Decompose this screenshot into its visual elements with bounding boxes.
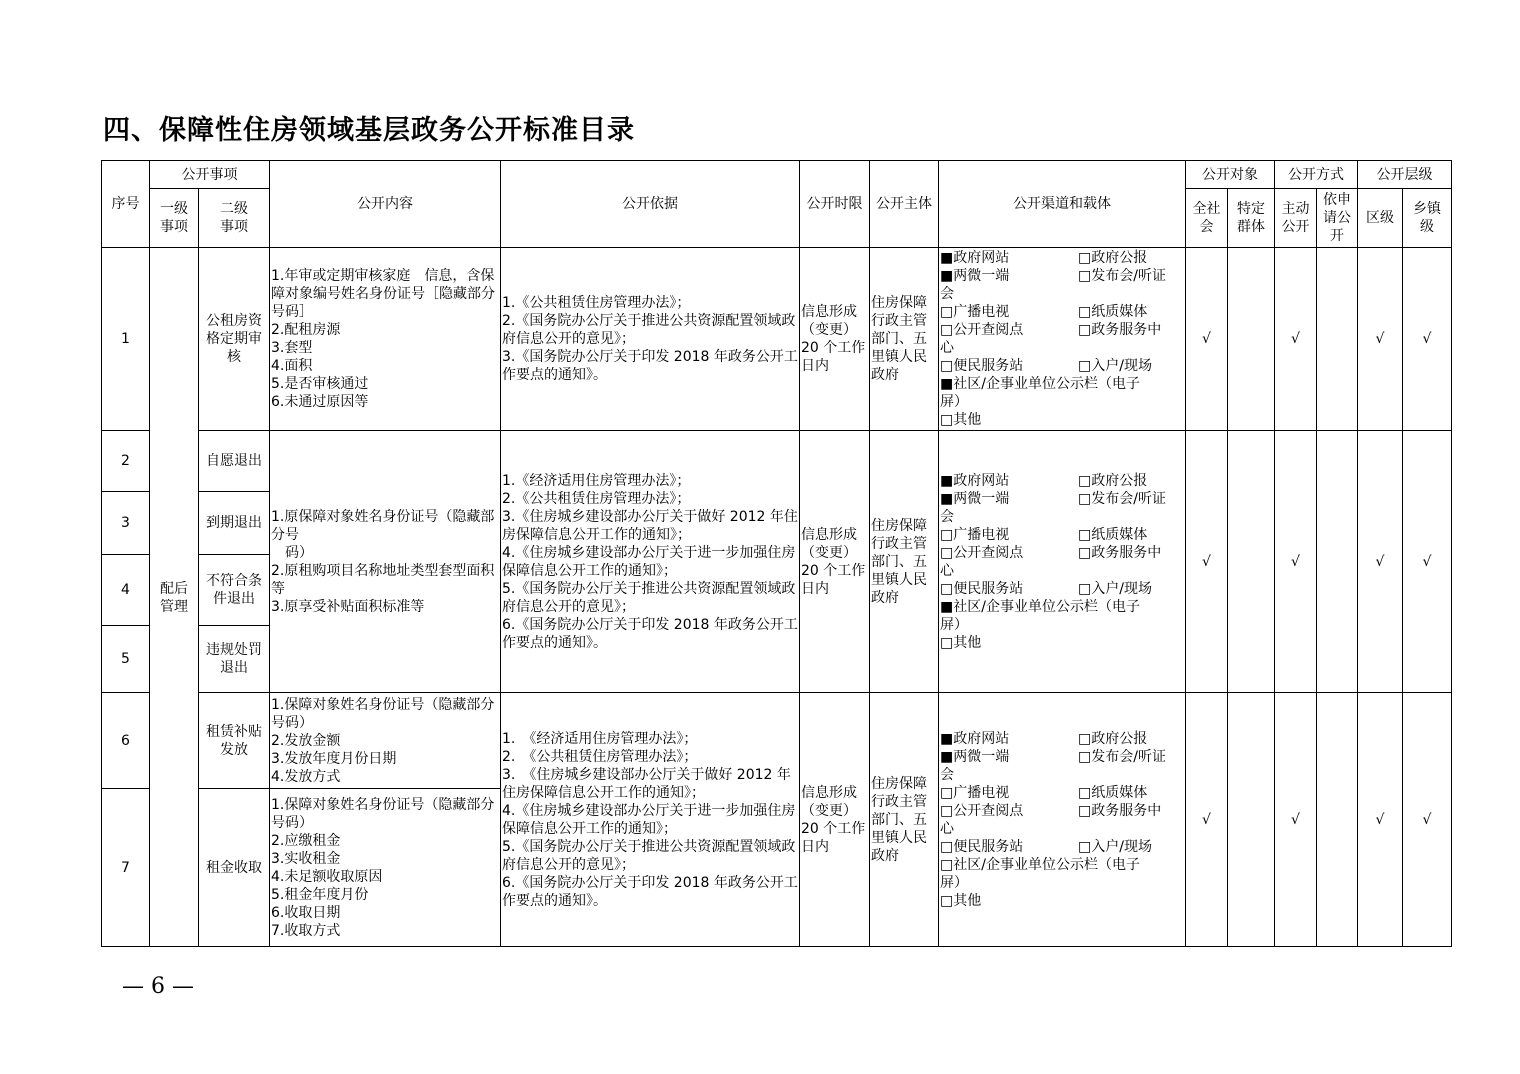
channel-option: □其他 [940,634,982,651]
header-time: 公开时限 [800,161,870,248]
header-basis: 公开依据 [501,161,800,248]
content-line: 4.面积 [271,358,313,374]
channel-option: □其他 [940,412,982,428]
header-content: 公开内容 [270,161,501,248]
header-items: 公开事项 [150,161,270,189]
level2-item: 租金收取 [199,789,270,947]
channel-cell [939,248,1186,431]
channel-option: □其他 [940,892,982,909]
channel-option: 屏） [940,874,968,891]
check-mark: √ [1403,693,1452,947]
channel-option: ■政府网站 [940,250,1010,266]
content-line: 2.配租房源 [271,322,341,338]
channel-option: □广播电视 [940,304,1010,320]
basis-line: 3.《国务院办公厅关于印发 2018 年政务公开工作要点的通知》。 [502,349,798,383]
header-level1: 一级 事项 [150,189,199,248]
row-seq: 3 [102,492,150,555]
channel-option: □政务服务中 [1078,544,1162,561]
channel-option: □政务服务中 [1078,322,1162,338]
empty-cell [1317,248,1358,431]
row-seq: 6 [102,693,150,789]
channel-option: □纸质媒体 [1078,304,1148,320]
basis-line: 1.《经济适用住房管理办法》； [502,472,691,489]
content-line: 6.未通过原因等 [271,394,369,410]
basis-cell [501,693,800,947]
channel-option: □入户/现场 [1078,358,1152,374]
channel-option: 心 [940,562,954,579]
basis-line: 5.《国务院办公厅关于推进公共资源配置领域政府信息公开的意见》； [502,580,796,615]
channel-option: ■两微一端 [940,268,1010,284]
basis-line: 2. 《公共租赁住房管理办法》； [502,748,698,765]
header-seq: 序号 [102,161,150,248]
channel-option: □政务服务中 [1078,802,1162,819]
content-line: 3.实收租金 [271,850,341,867]
header-target-all: 全社 会 [1186,189,1228,248]
basis-line: 4.《住房城乡建设部办公厅关于进一步加强住房保障信息公开工作的通知》； [502,802,796,837]
header-level-district: 区级 [1358,189,1403,248]
header-target: 公开对象 [1186,161,1275,189]
channel-option: ■两微一端 [940,748,1010,765]
content-cell [270,248,501,431]
channel-option: ■政府网站 [940,730,1010,747]
channel-cell [939,693,1186,947]
row-seq: 7 [102,789,150,947]
content-line: 2.原租购项目名称地址类型套型面积等 [271,562,495,597]
channel-option: ■社区/企事业单位公示栏（电子 [940,376,1140,392]
content-line: 5.租金年度月份 [271,886,369,903]
basis-line: 2.《国务院办公厅关于推进公共资源配置领域政府信息公开的意见》； [502,313,796,347]
page-title: 四、保障性住房领域基层政务公开标准目录 [103,115,635,146]
check-mark: √ [1403,248,1452,431]
channel-option: 会 [940,766,954,783]
table-row [102,248,1452,431]
time-cell: 信息形成（变更）20 个工作日内 [800,248,870,431]
content-line: 1.保障对象姓名身份证号（隐藏部分号码） [271,696,495,731]
level2-item: 自愿退出 [199,431,270,492]
channel-option: □公开查阅点 [940,322,1024,338]
channel-option: 会 [940,286,954,302]
check-mark: √ [1358,248,1403,431]
header-target-group: 特定 群体 [1228,189,1275,248]
row-seq: 1 [102,248,150,431]
basis-line: 6.《国务院办公厅关于印发 2018 年政务公开工作要点的通知》。 [502,616,798,651]
empty-cell [1317,431,1358,693]
row-seq: 4 [102,555,150,626]
header-method-active: 主动 公开 [1275,189,1317,248]
content-line: 4.未足额收取原因 [271,868,383,885]
check-mark: √ [1275,693,1317,947]
row-seq: 5 [102,626,150,693]
check-mark: √ [1186,693,1228,947]
header-level: 公开层级 [1358,161,1452,189]
channel-option: □发布会/听证 [1078,748,1166,765]
content-line: 2.应缴租金 [271,832,341,849]
basis-line: 2.《公共租赁住房管理办法》； [502,490,691,507]
subject-cell: 住房保障行政主管部门、五里镇人民政府 [870,693,939,947]
channel-option: □政府公报 [1078,730,1148,747]
channel-option: □社区/企事业单位公示栏（电子 [940,856,1140,873]
empty-cell [1228,248,1275,431]
content-cell [270,693,501,789]
disclosure-catalog-table [101,160,1452,947]
time-cell: 信息形成（变更）20 个工作日内 [800,431,870,693]
level2-item: 不符合条件退出 [199,555,270,626]
channel-option: □入户/现场 [1078,838,1152,855]
channel-option: 屏） [940,394,968,410]
subject-cell: 住房保障行政主管部门、五里镇人民政府 [870,431,939,693]
level2-item: 公租房资格定期审核 [199,248,270,431]
channel-option: □便民服务站 [940,358,1024,374]
channel-cell [939,431,1186,693]
content-cell [270,431,501,693]
channel-option: □发布会/听证 [1078,490,1166,507]
content-line: 码） [271,544,313,561]
check-mark: √ [1275,431,1317,693]
basis-cell [501,431,800,693]
table-row [102,693,1452,789]
channel-option: □公开查阅点 [940,544,1024,561]
header-method-apply: 依申 请公 开 [1317,189,1358,248]
content-line: 2.发放金额 [271,732,341,749]
subject-cell: 住房保障行政主管部门、五里镇人民政府 [870,248,939,431]
basis-line: 3. 《住房城乡建设部办公厅关于做好 2012 年住房保障信息公开工作的通知》； [502,766,791,801]
channel-option: □公开查阅点 [940,802,1024,819]
check-mark: √ [1275,248,1317,431]
row-seq: 2 [102,431,150,492]
channel-option: □入户/现场 [1078,580,1152,597]
content-line: 3.原享受补贴面积标准等 [271,598,425,615]
channel-option: □纸质媒体 [1078,526,1148,543]
content-line: 6.收取日期 [271,904,341,921]
channel-option: □发布会/听证 [1078,268,1166,284]
page-number: — 6 — [122,974,194,999]
header-method: 公开方式 [1275,161,1358,189]
check-mark: √ [1358,693,1403,947]
channel-option: ■社区/企事业单位公示栏（电子 [940,598,1140,615]
header-subject: 公开主体 [870,161,939,248]
check-mark: √ [1186,431,1228,693]
channel-option: 心 [940,340,954,356]
content-cell [270,789,501,947]
content-line: 5.是否审核通过 [271,376,369,392]
channel-option: 心 [940,820,954,837]
basis-line: 5.《国务院办公厅关于推进公共资源配置领域政府信息公开的意见》； [502,838,796,873]
channel-option: □便民服务站 [940,838,1024,855]
channel-option: □政府公报 [1078,250,1148,266]
channel-option: 屏） [940,616,968,633]
content-line: 1.保障对象姓名身份证号（隐藏部分号码） [271,796,495,831]
channel-option: □政府公报 [1078,472,1148,489]
channel-option: □广播电视 [940,526,1010,543]
basis-line: 4.《住房城乡建设部办公厅关于进一步加强住房保障信息公开工作的通知》； [502,544,796,579]
content-line: 3.套型 [271,340,313,356]
basis-line: 1. 《经济适用住房管理办法》； [502,730,698,747]
content-line: 4.发放方式 [271,768,341,785]
header-channel: 公开渠道和载体 [939,161,1186,248]
channel-option: 会 [940,508,954,525]
content-line: 1.原保障对象姓名身份证号（隐藏部分号 [271,508,495,543]
check-mark: √ [1186,248,1228,431]
content-line: 7.收取方式 [271,922,341,939]
basis-line: 6.《国务院办公厅关于印发 2018 年政务公开工作要点的通知》。 [502,874,798,909]
basis-line: 3.《住房城乡建设部办公厅关于做好 2012 年住房保障信息公开工作的通知》； [502,508,798,543]
channel-option: □广播电视 [940,784,1010,801]
time-cell: 信息形成（变更）20 个工作日内 [800,693,870,947]
header-level-town: 乡镇 级 [1403,189,1452,248]
empty-cell [1317,693,1358,947]
channel-option: □便民服务站 [940,580,1024,597]
level1-item: 配后 管理 [150,248,199,947]
level2-item: 违规处罚退出 [199,626,270,693]
empty-cell [1228,693,1275,947]
level2-item: 租赁补贴发放 [199,693,270,789]
content-line: 1.年审或定期审核家庭 信息，含保障对象编号姓名身份证号［隐藏部分号码］ [271,268,495,320]
channel-option: ■政府网站 [940,472,1010,489]
channel-option: □纸质媒体 [1078,784,1148,801]
empty-cell [1228,431,1275,693]
check-mark: √ [1403,431,1452,693]
content-line: 3.发放年度月份日期 [271,750,397,767]
basis-cell [501,248,800,431]
table-row [102,431,1452,492]
basis-line: 1.《公共租赁住房管理办法》； [502,295,691,311]
channel-option: ■两微一端 [940,490,1010,507]
header-level2: 二级 事项 [199,189,270,248]
check-mark: √ [1358,431,1403,693]
level2-item: 到期退出 [199,492,270,555]
